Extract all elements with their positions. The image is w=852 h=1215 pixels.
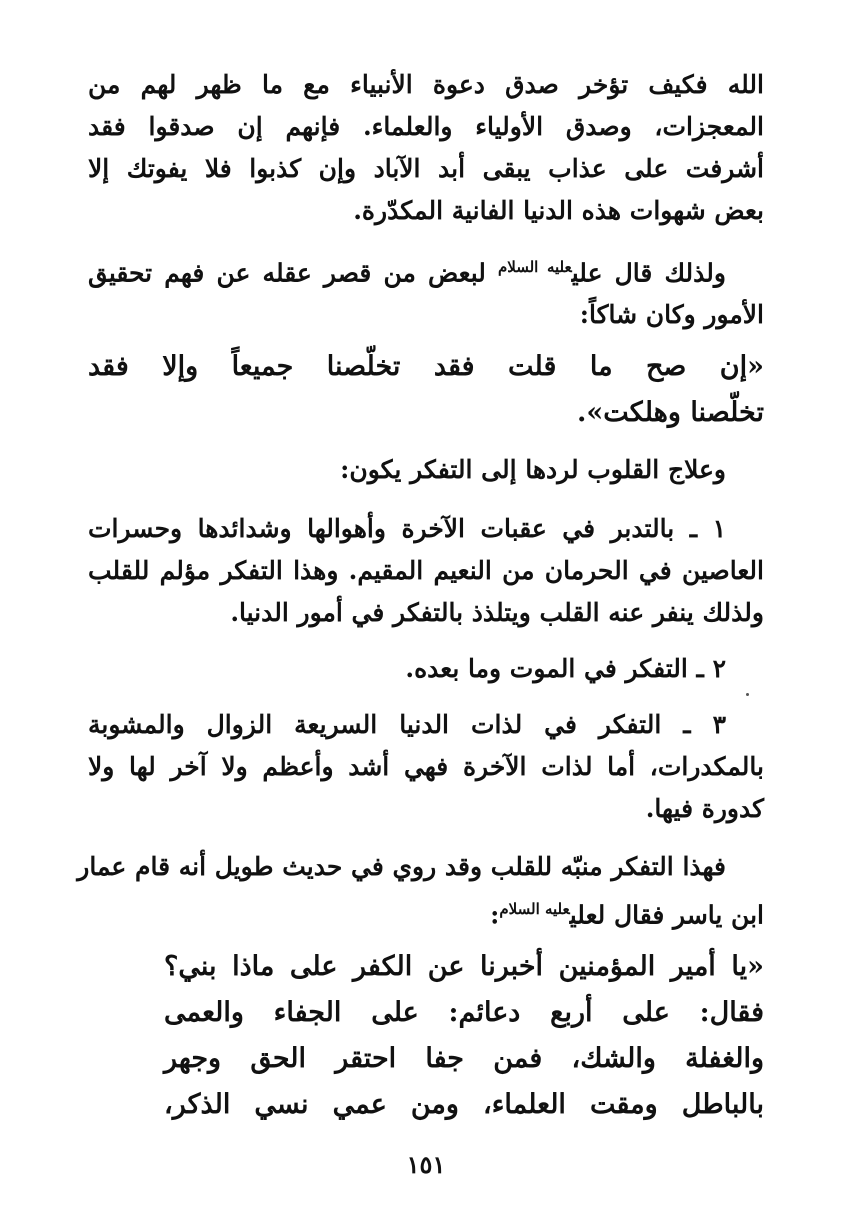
- print-speck: [746, 693, 749, 696]
- text-line: وعلاج القلوب لردها إلى التفكر يكون:: [340, 455, 726, 484]
- paragraph-7: [88, 704, 764, 830]
- blessing-glyph: عليه السلام: [497, 258, 572, 276]
- blessing-glyph: عليه السلام: [499, 900, 570, 918]
- text-line: كدورة فيها.: [645, 794, 764, 823]
- text-segment: :: [490, 900, 500, 930]
- text-line: فهذا التفكر منبّه للقلب وقد روي في حديث طويل أنه قام عمار: [77, 852, 726, 881]
- text-line: العاصين في الحرمان من النعيم المقيم. وهذا التفكر مؤلم للقلب: [88, 556, 764, 585]
- quote-1: [88, 344, 764, 436]
- text-segment: لبعض من قصر عقله عن فهم تحقيق: [88, 258, 486, 288]
- text-line: ولذلك ينفر عنه القلب ويتلذذ بالتفكر في أمور الدنيا.: [230, 598, 764, 627]
- text-line: بعض شهوات هذه الدنيا الفانية المكدّرة.: [353, 196, 764, 225]
- text-line: «يا أمير المؤمنين أخبرنا عن الكفر على ماذا بني؟: [164, 951, 764, 982]
- text-segment: ولذلك قال علي: [571, 258, 726, 288]
- paragraph-6: [88, 648, 764, 690]
- text-line: الله فكيف تؤخر صدق دعوة الأنبياء مع ما ظهر لهم من: [88, 70, 764, 99]
- text-line: ٢ ـ التفكر في الموت وما بعده.: [405, 654, 726, 683]
- text-line: أشرفت على عذاب يبقى أبد الآباد وإن كذبوا فلا يفوتك إلا: [88, 154, 764, 183]
- text-line: والغفلة والشك، فمن جفا احتقر الحق وجهر: [164, 1043, 764, 1074]
- text-line: ٣ ـ التفكر في لذات الدنيا السريعة الزوال والمشوبة: [88, 710, 726, 739]
- paragraph-4: [88, 449, 764, 491]
- paragraph-5: [88, 508, 764, 634]
- page-number: ١٥١: [406, 1150, 446, 1179]
- text-line: [88, 888, 764, 936]
- text-line: ١ ـ بالتدبر في عقبات الآخرة وأهوالها وشدائدها وحسرات: [88, 514, 726, 543]
- text-line: فقال: على أربع دعائم: على الجفاء والعمى: [164, 997, 764, 1028]
- paragraph-8: [77, 846, 764, 936]
- text-line: «إن صح ما قلت فقد تخلّصنا جميعاً وإلا فقد: [88, 351, 764, 382]
- text-line: المعجزات، وصدق الأولياء والعلماء. فإنهم إن صدقوا فقد: [88, 112, 764, 141]
- paragraph-1: [88, 64, 764, 232]
- text-line: بالمكدرات، أما لذات الآخرة فهي أشد وأعظم ولا آخر لها ولا: [88, 752, 764, 781]
- text-line: تخلّصنا وهلكت».: [577, 397, 764, 428]
- text-line: الأمور وكان شاكاً:: [579, 300, 764, 330]
- text-segment: ابن ياسر فقال لعلي: [569, 900, 764, 930]
- paragraph-2: [88, 246, 764, 336]
- text-line: [88, 246, 764, 294]
- quote-2: [88, 944, 764, 1128]
- text-line: بالباطل ومقت العلماء، ومن عمي نسي الذكر،: [164, 1089, 764, 1120]
